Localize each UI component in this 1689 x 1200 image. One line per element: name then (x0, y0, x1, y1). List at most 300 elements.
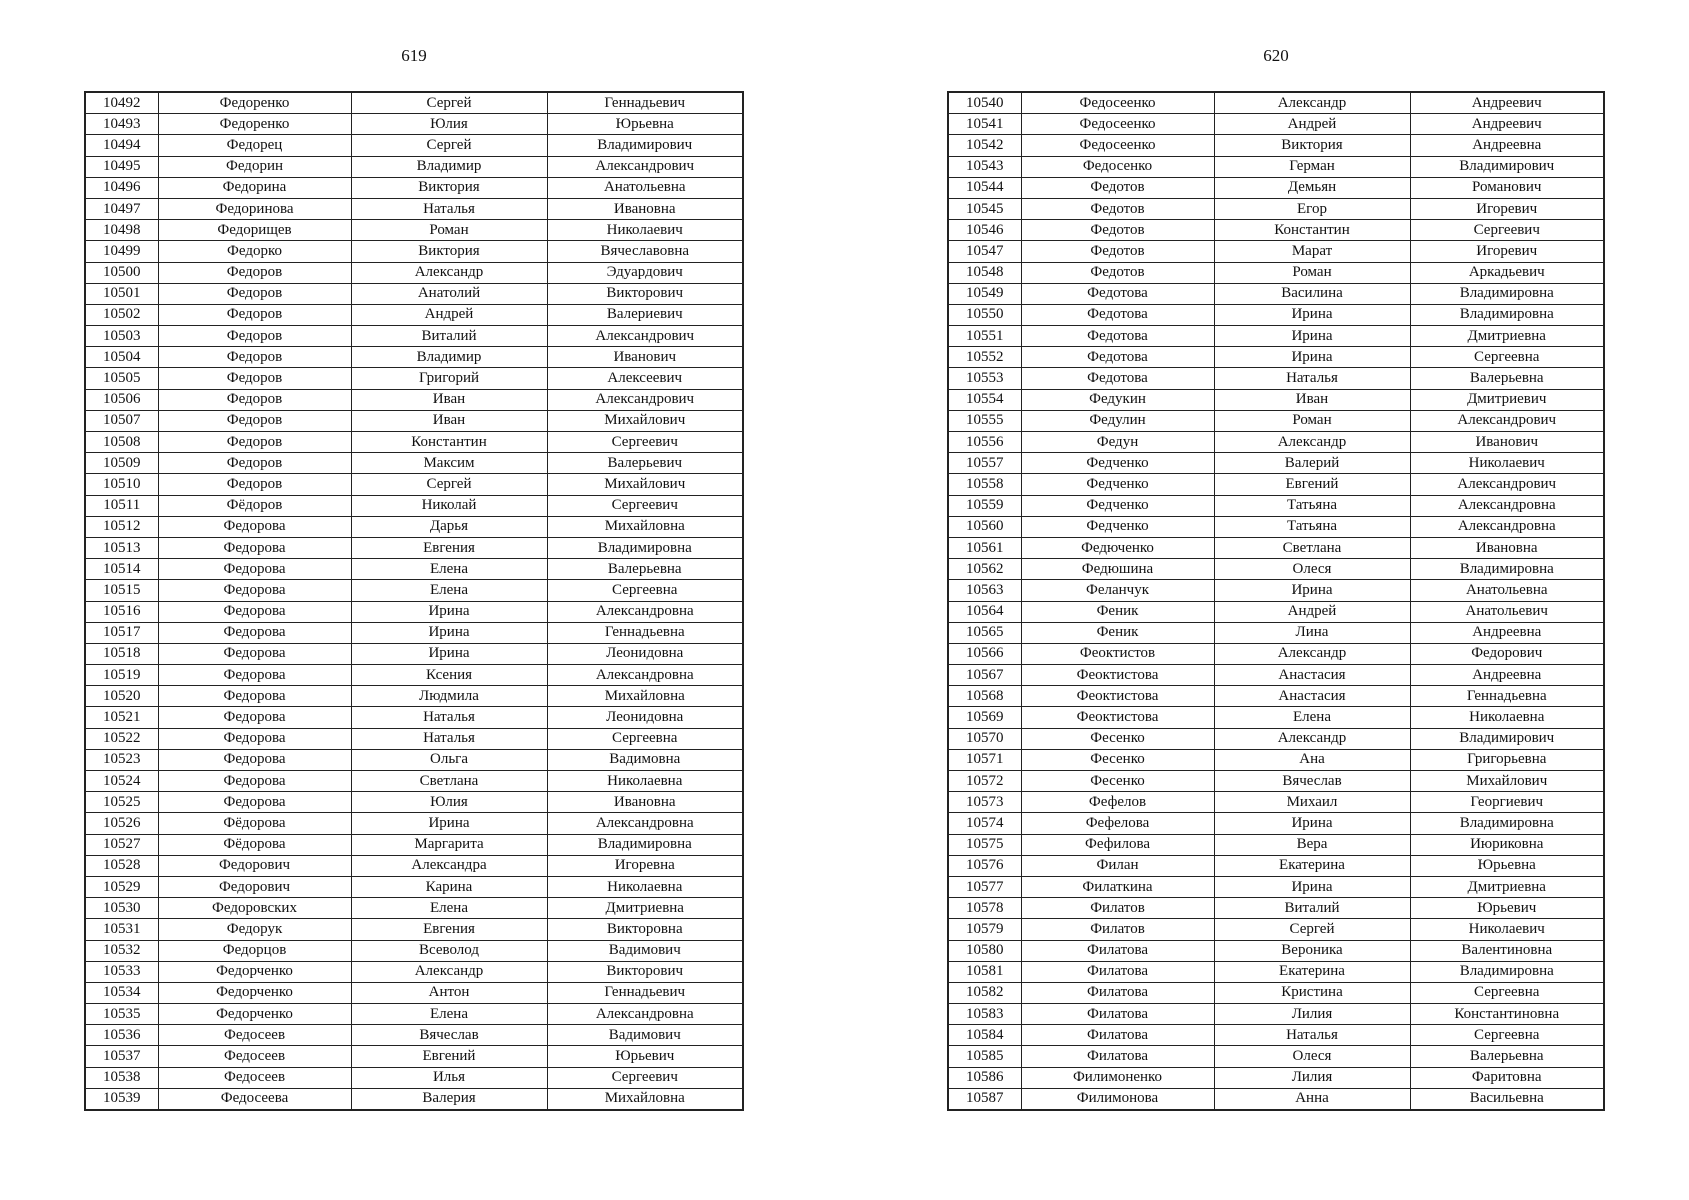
patronymic-cell: Валентиновна (1410, 940, 1604, 961)
patronymic-cell: Васильевна (1410, 1088, 1604, 1110)
table-row (85, 1046, 743, 1067)
last-name-cell: Федорова (158, 537, 351, 558)
patronymic-cell: Владимирович (547, 135, 743, 156)
record-number-cell: 10510 (85, 474, 158, 495)
record-number-cell: 10521 (85, 707, 158, 728)
table-row (85, 474, 743, 495)
patronymic-cell: Геннадьевна (1410, 686, 1604, 707)
first-name-cell: Ирина (351, 622, 547, 643)
table-row (85, 1004, 743, 1025)
first-name-cell: Ирина (1214, 347, 1410, 368)
record-number-cell: 10519 (85, 665, 158, 686)
table-row (948, 940, 1604, 961)
table-row (948, 898, 1604, 919)
first-name-cell: Виталий (351, 326, 547, 347)
record-number-cell: 10511 (85, 495, 158, 516)
last-name-cell: Федоров (158, 453, 351, 474)
patronymic-cell: Вячеславовна (547, 241, 743, 262)
record-number-cell: 10537 (85, 1046, 158, 1067)
table-row (85, 771, 743, 792)
patronymic-cell: Николаевна (1410, 707, 1604, 728)
first-name-cell: Виктория (351, 241, 547, 262)
first-name-cell: Константин (351, 432, 547, 453)
record-number-cell: 10548 (948, 262, 1021, 283)
patronymic-cell: Игоревна (547, 855, 743, 876)
first-name-cell: Александра (351, 855, 547, 876)
first-name-cell: Демьян (1214, 177, 1410, 198)
first-name-cell: Анна (1214, 1088, 1410, 1110)
table-row (85, 347, 743, 368)
last-name-cell: Филатова (1021, 961, 1214, 982)
patronymic-cell: Викторович (547, 961, 743, 982)
record-number-cell: 10570 (948, 728, 1021, 749)
first-name-cell: Евгения (351, 919, 547, 940)
first-name-cell: Александр (1214, 92, 1410, 114)
last-name-cell: Федорцов (158, 940, 351, 961)
record-number-cell: 10531 (85, 919, 158, 940)
table-row (85, 1025, 743, 1046)
table-row (85, 326, 743, 347)
patronymic-cell: Александрович (1410, 410, 1604, 431)
table-row (85, 834, 743, 855)
table-row (948, 855, 1604, 876)
first-name-cell: Ксения (351, 665, 547, 686)
table-row (85, 601, 743, 622)
patronymic-cell: Юрьевна (547, 114, 743, 135)
record-number-cell: 10535 (85, 1004, 158, 1025)
last-name-cell: Федорович (158, 855, 351, 876)
first-name-cell: Анатолий (351, 283, 547, 304)
register-table (84, 91, 744, 1111)
last-name-cell: Федорова (158, 792, 351, 813)
table-row (85, 304, 743, 325)
last-name-cell: Федорко (158, 241, 351, 262)
record-number-cell: 10556 (948, 432, 1021, 453)
patronymic-cell: Николаевна (547, 771, 743, 792)
patronymic-cell: Георгиевич (1410, 792, 1604, 813)
record-number-cell: 10560 (948, 516, 1021, 537)
last-name-cell: Федорец (158, 135, 351, 156)
record-number-cell: 10546 (948, 220, 1021, 241)
table-row (948, 347, 1604, 368)
table-row (948, 792, 1604, 813)
patronymic-cell: Александрович (547, 326, 743, 347)
table-row (85, 1067, 743, 1088)
last-name-cell: Федотов (1021, 220, 1214, 241)
first-name-cell: Анастасия (1214, 665, 1410, 686)
patronymic-cell: Владимировна (547, 834, 743, 855)
last-name-cell: Федукин (1021, 389, 1214, 410)
table-row (85, 368, 743, 389)
record-number-cell: 10529 (85, 876, 158, 897)
table-row (85, 283, 743, 304)
last-name-cell: Федулин (1021, 410, 1214, 431)
record-number-cell: 10585 (948, 1046, 1021, 1067)
patronymic-cell: Вадимович (547, 1025, 743, 1046)
table-row (948, 537, 1604, 558)
patronymic-cell: Сергеевна (547, 728, 743, 749)
last-name-cell: Фефелова (1021, 813, 1214, 834)
record-number-cell: 10551 (948, 326, 1021, 347)
last-name-cell: Филатова (1021, 940, 1214, 961)
last-name-cell: Феланчук (1021, 580, 1214, 601)
record-number-cell: 10583 (948, 1004, 1021, 1025)
last-name-cell: Федотов (1021, 198, 1214, 219)
record-number-cell: 10567 (948, 665, 1021, 686)
patronymic-cell: Михайлович (547, 410, 743, 431)
last-name-cell: Федосеев (158, 1067, 351, 1088)
table-row (948, 220, 1604, 241)
first-name-cell: Ирина (1214, 813, 1410, 834)
table-row (85, 156, 743, 177)
record-number-cell: 10582 (948, 982, 1021, 1003)
first-name-cell: Валерия (351, 1088, 547, 1110)
record-number-cell: 10524 (85, 771, 158, 792)
first-name-cell: Виталий (1214, 898, 1410, 919)
last-name-cell: Федюченко (1021, 537, 1214, 558)
first-name-cell: Владимир (351, 156, 547, 177)
patronymic-cell: Сергеевна (547, 580, 743, 601)
record-number-cell: 10577 (948, 876, 1021, 897)
record-number-cell: 10558 (948, 474, 1021, 495)
record-number-cell: 10564 (948, 601, 1021, 622)
last-name-cell: Федотова (1021, 347, 1214, 368)
last-name-cell: Федотова (1021, 368, 1214, 389)
patronymic-cell: Игоревич (1410, 241, 1604, 262)
patronymic-cell: Александровна (1410, 516, 1604, 537)
last-name-cell: Филатова (1021, 982, 1214, 1003)
table-row (948, 495, 1604, 516)
table-row (948, 410, 1604, 431)
record-number-cell: 10578 (948, 898, 1021, 919)
last-name-cell: Федорович (158, 876, 351, 897)
table-row (85, 580, 743, 601)
last-name-cell: Федорин (158, 156, 351, 177)
record-number-cell: 10550 (948, 304, 1021, 325)
first-name-cell: Роман (1214, 410, 1410, 431)
first-name-cell: Ирина (1214, 876, 1410, 897)
first-name-cell: Егор (1214, 198, 1410, 219)
last-name-cell: Федченко (1021, 516, 1214, 537)
last-name-cell: Филимоненко (1021, 1067, 1214, 1088)
first-name-cell: Кристина (1214, 982, 1410, 1003)
patronymic-cell: Александровна (1410, 495, 1604, 516)
last-name-cell: Федорченко (158, 961, 351, 982)
patronymic-cell: Владимирович (1410, 156, 1604, 177)
patronymic-cell: Андреевна (1410, 665, 1604, 686)
patronymic-cell: Валерьевна (1410, 368, 1604, 389)
last-name-cell: Феоктистова (1021, 686, 1214, 707)
last-name-cell: Федорищев (158, 220, 351, 241)
last-name-cell: Филатов (1021, 898, 1214, 919)
first-name-cell: Карина (351, 876, 547, 897)
patronymic-cell: Сергеевич (547, 495, 743, 516)
patronymic-cell: Анатольевич (1410, 601, 1604, 622)
table-row (85, 432, 743, 453)
table-row (948, 1067, 1604, 1088)
record-number-cell: 10574 (948, 813, 1021, 834)
last-name-cell: Федоров (158, 432, 351, 453)
table-row (85, 665, 743, 686)
patronymic-cell: Михайлович (1410, 771, 1604, 792)
record-number-cell: 10555 (948, 410, 1021, 431)
record-number-cell: 10502 (85, 304, 158, 325)
patronymic-cell: Александрович (547, 156, 743, 177)
table-row (85, 198, 743, 219)
table-row (85, 410, 743, 431)
record-number-cell: 10542 (948, 135, 1021, 156)
patronymic-cell: Николаевич (1410, 453, 1604, 474)
patronymic-cell: Викторовна (547, 919, 743, 940)
first-name-cell: Василина (1214, 283, 1410, 304)
first-name-cell: Роман (1214, 262, 1410, 283)
last-name-cell: Федотова (1021, 283, 1214, 304)
first-name-cell: Наталья (1214, 368, 1410, 389)
record-number-cell: 10523 (85, 749, 158, 770)
table-row (948, 834, 1604, 855)
record-number-cell: 10513 (85, 537, 158, 558)
patronymic-cell: Андреевна (1410, 135, 1604, 156)
table-row (85, 707, 743, 728)
record-number-cell: 10565 (948, 622, 1021, 643)
last-name-cell: Федосенко (1021, 156, 1214, 177)
patronymic-cell: Анатольевна (1410, 580, 1604, 601)
table-row (948, 326, 1604, 347)
first-name-cell: Наталья (351, 707, 547, 728)
first-name-cell: Ана (1214, 749, 1410, 770)
table-row (85, 792, 743, 813)
first-name-cell: Юлия (351, 114, 547, 135)
first-name-cell: Людмила (351, 686, 547, 707)
patronymic-cell: Леонидовна (547, 643, 743, 664)
table-row (948, 707, 1604, 728)
record-number-cell: 10559 (948, 495, 1021, 516)
record-number-cell: 10532 (85, 940, 158, 961)
last-name-cell: Федорова (158, 559, 351, 580)
first-name-cell: Олеся (1214, 1046, 1410, 1067)
first-name-cell: Всеволод (351, 940, 547, 961)
record-number-cell: 10545 (948, 198, 1021, 219)
table-row (85, 728, 743, 749)
last-name-cell: Федоров (158, 347, 351, 368)
patronymic-cell: Геннадьевна (547, 622, 743, 643)
first-name-cell: Наталья (1214, 1025, 1410, 1046)
last-name-cell: Фефилова (1021, 834, 1214, 855)
table-row (85, 940, 743, 961)
table-row (948, 304, 1604, 325)
last-name-cell: Федорова (158, 686, 351, 707)
patronymic-cell: Сергеевич (547, 432, 743, 453)
table-row (948, 432, 1604, 453)
first-name-cell: Ирина (351, 643, 547, 664)
record-number-cell: 10496 (85, 177, 158, 198)
record-number-cell: 10544 (948, 177, 1021, 198)
record-number-cell: 10507 (85, 410, 158, 431)
table-row (948, 368, 1604, 389)
table-row (948, 559, 1604, 580)
last-name-cell: Фесенко (1021, 728, 1214, 749)
patronymic-cell: Дмитриевич (1410, 389, 1604, 410)
last-name-cell: Филатова (1021, 1046, 1214, 1067)
record-number-cell: 10514 (85, 559, 158, 580)
first-name-cell: Иван (351, 410, 547, 431)
last-name-cell: Фесенко (1021, 749, 1214, 770)
last-name-cell: Федосеенко (1021, 92, 1214, 114)
last-name-cell: Федорова (158, 601, 351, 622)
last-name-cell: Феоктистов (1021, 643, 1214, 664)
patronymic-cell: Александровна (547, 813, 743, 834)
last-name-cell: Федосеев (158, 1046, 351, 1067)
last-name-cell: Федорова (158, 665, 351, 686)
record-number-cell: 10543 (948, 156, 1021, 177)
first-name-cell: Илья (351, 1067, 547, 1088)
table-row (948, 262, 1604, 283)
table-row (948, 114, 1604, 135)
first-name-cell: Максим (351, 453, 547, 474)
record-number-cell: 10506 (85, 389, 158, 410)
last-name-cell: Федоров (158, 474, 351, 495)
first-name-cell: Николай (351, 495, 547, 516)
record-number-cell: 10517 (85, 622, 158, 643)
patronymic-cell: Сергеевич (1410, 220, 1604, 241)
record-number-cell: 10518 (85, 643, 158, 664)
first-name-cell: Ирина (351, 601, 547, 622)
record-number-cell: 10587 (948, 1088, 1021, 1110)
record-number-cell: 10549 (948, 283, 1021, 304)
last-name-cell: Федоров (158, 389, 351, 410)
patronymic-cell: Ивановна (547, 198, 743, 219)
table-row (948, 156, 1604, 177)
last-name-cell: Федорова (158, 643, 351, 664)
table-row (948, 771, 1604, 792)
patronymic-cell: Анатольевна (547, 177, 743, 198)
patronymic-cell: Сергеевна (1410, 982, 1604, 1003)
patronymic-cell: Александровна (547, 665, 743, 686)
record-number-cell: 10497 (85, 198, 158, 219)
record-number-cell: 10563 (948, 580, 1021, 601)
last-name-cell: Федорова (158, 707, 351, 728)
patronymic-cell: Вадимовна (547, 749, 743, 770)
first-name-cell: Александр (1214, 432, 1410, 453)
record-number-cell: 10539 (85, 1088, 158, 1110)
table-row (948, 580, 1604, 601)
table-row (948, 961, 1604, 982)
patronymic-cell: Николаевна (547, 876, 743, 897)
first-name-cell: Наталья (351, 198, 547, 219)
first-name-cell: Дарья (351, 516, 547, 537)
first-name-cell: Андрей (1214, 601, 1410, 622)
table-row (948, 1025, 1604, 1046)
record-number-cell: 10527 (85, 834, 158, 855)
last-name-cell: Федоров (158, 304, 351, 325)
last-name-cell: Феник (1021, 601, 1214, 622)
table-row (85, 876, 743, 897)
first-name-cell: Иван (1214, 389, 1410, 410)
patronymic-cell: Александровна (547, 1004, 743, 1025)
record-number-cell: 10501 (85, 283, 158, 304)
table-row (85, 135, 743, 156)
record-number-cell: 10525 (85, 792, 158, 813)
first-name-cell: Владимир (351, 347, 547, 368)
table-row (948, 1088, 1604, 1110)
first-name-cell: Екатерина (1214, 961, 1410, 982)
patronymic-cell: Андреевна (1410, 622, 1604, 643)
first-name-cell: Вячеслав (351, 1025, 547, 1046)
table-row (85, 622, 743, 643)
last-name-cell: Фёдорова (158, 813, 351, 834)
table-row (948, 686, 1604, 707)
last-name-cell: Федун (1021, 432, 1214, 453)
patronymic-cell: Валерьевна (547, 559, 743, 580)
first-name-cell: Елена (351, 559, 547, 580)
record-number-cell: 10561 (948, 537, 1021, 558)
table-row (948, 135, 1604, 156)
last-name-cell: Федченко (1021, 453, 1214, 474)
last-name-cell: Федорова (158, 516, 351, 537)
first-name-cell: Иван (351, 389, 547, 410)
table-row (85, 537, 743, 558)
record-number-cell: 10505 (85, 368, 158, 389)
patronymic-cell: Александрович (1410, 474, 1604, 495)
patronymic-cell: Сергеевич (547, 1067, 743, 1088)
page-number: 620 (1263, 46, 1289, 65)
patronymic-cell: Николаевич (547, 220, 743, 241)
last-name-cell: Филимонова (1021, 1088, 1214, 1110)
last-name-cell: Феоктистова (1021, 665, 1214, 686)
first-name-cell: Олеся (1214, 559, 1410, 580)
patronymic-cell: Ивановна (547, 792, 743, 813)
first-name-cell: Юлия (351, 792, 547, 813)
record-number-cell: 10557 (948, 453, 1021, 474)
record-number-cell: 10538 (85, 1067, 158, 1088)
record-number-cell: 10534 (85, 982, 158, 1003)
first-name-cell: Ирина (1214, 580, 1410, 601)
table-row (85, 114, 743, 135)
table-row (85, 898, 743, 919)
table-row (85, 813, 743, 834)
patronymic-cell: Романович (1410, 177, 1604, 198)
last-name-cell: Фёдоров (158, 495, 351, 516)
patronymic-cell: Геннадьевич (547, 982, 743, 1003)
table-row (85, 516, 743, 537)
patronymic-cell: Владимировна (1410, 961, 1604, 982)
patronymic-cell: Андреевич (1410, 92, 1604, 114)
last-name-cell: Федорченко (158, 1004, 351, 1025)
record-number-cell: 10520 (85, 686, 158, 707)
record-number-cell: 10526 (85, 813, 158, 834)
patronymic-cell: Викторович (547, 283, 743, 304)
record-number-cell: 10515 (85, 580, 158, 601)
table-row (948, 474, 1604, 495)
table-row (948, 92, 1604, 114)
table-row (948, 601, 1604, 622)
first-name-cell: Елена (351, 1004, 547, 1025)
first-name-cell: Антон (351, 982, 547, 1003)
patronymic-cell: Сергеевна (1410, 1025, 1604, 1046)
table-row (85, 855, 743, 876)
record-number-cell: 10581 (948, 961, 1021, 982)
first-name-cell: Анастасия (1214, 686, 1410, 707)
patronymic-cell: Июриковна (1410, 834, 1604, 855)
last-name-cell: Федотова (1021, 326, 1214, 347)
table-row (948, 241, 1604, 262)
first-name-cell: Светлана (351, 771, 547, 792)
record-number-cell: 10573 (948, 792, 1021, 813)
first-name-cell: Елена (1214, 707, 1410, 728)
patronymic-cell: Геннадьевич (547, 92, 743, 114)
first-name-cell: Валерий (1214, 453, 1410, 474)
last-name-cell: Федотов (1021, 241, 1214, 262)
